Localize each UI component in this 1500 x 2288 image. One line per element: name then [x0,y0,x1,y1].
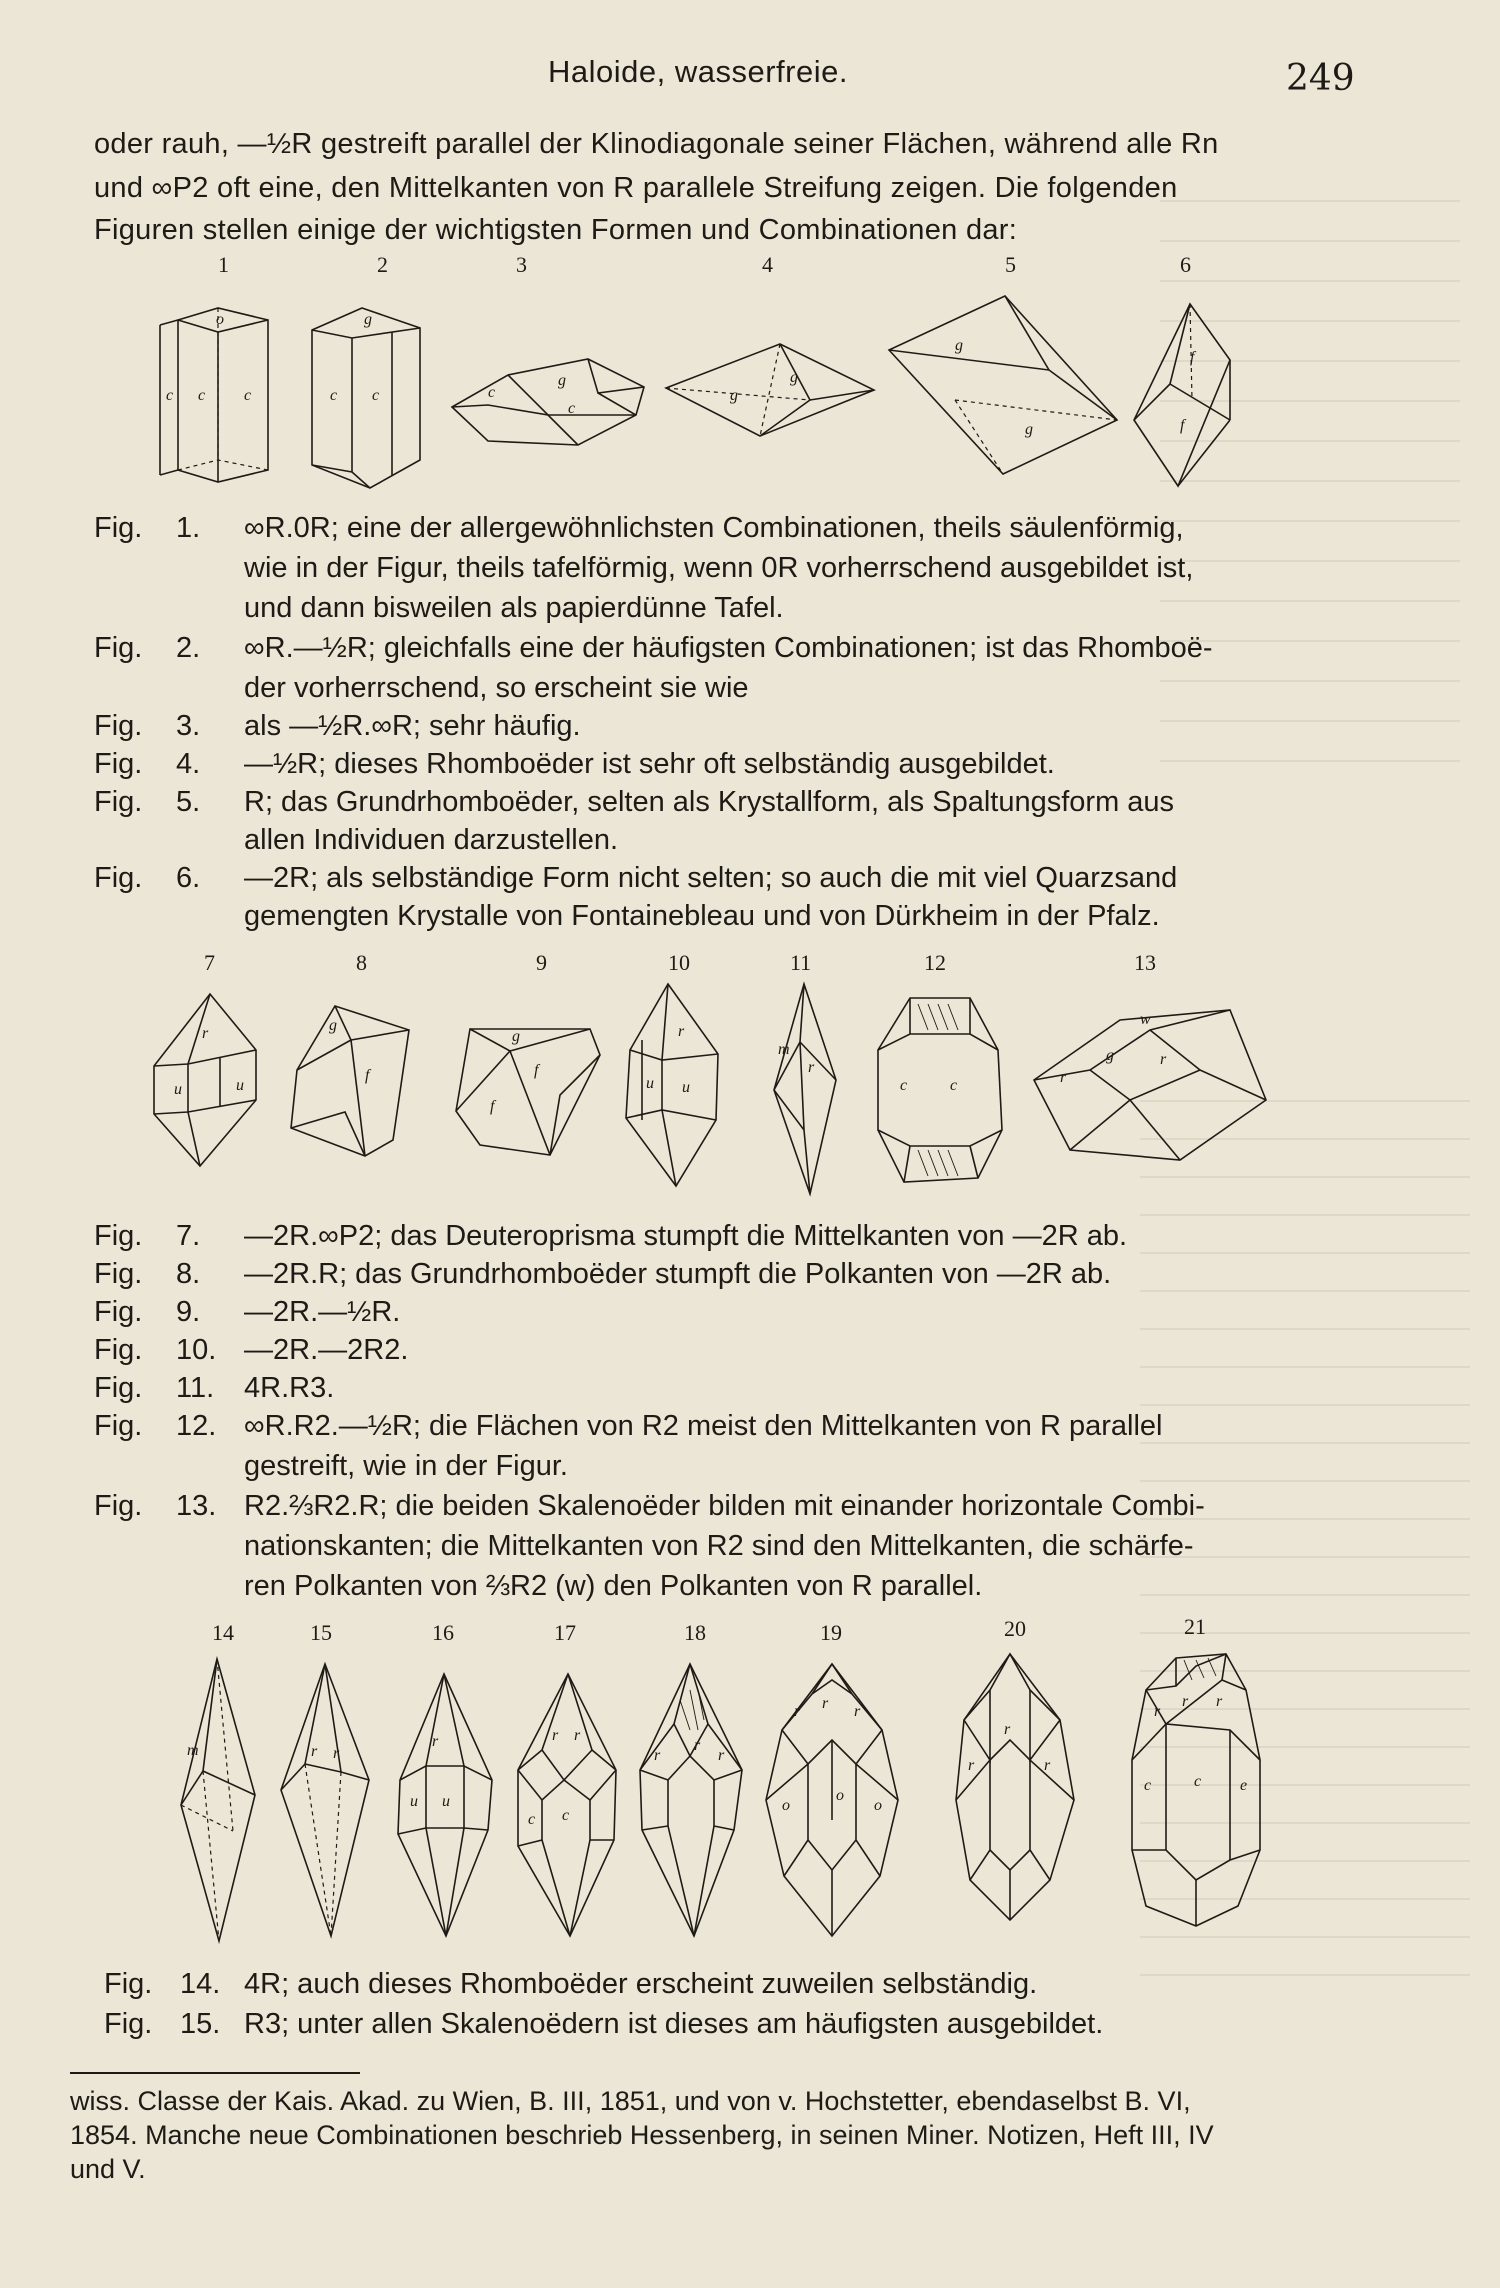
figure-number: 5 [1005,252,1016,277]
caption-text: —2R.—2R2. [244,1334,409,1366]
face-label-g: g [1025,421,1033,438]
caption-text: —2R.R; das Grundrhomboëder stumpft die Polkanten von —2R ab. [244,1258,1112,1290]
footnote-line: 1854. Manche neue Combinationen beschrieb Hessenberg, in seinen Miner. Notizen, Heft III, IV [70,2120,1214,2150]
caption-number: 12. [176,1410,217,1442]
face-label-f: f [534,1062,539,1079]
face-label-r: r [1060,1069,1067,1086]
face-label-c: c [166,387,174,404]
caption-text: gestreift, wie in der Figur. [244,1450,568,1482]
page-number: 249 [1286,58,1355,99]
caption-label: Fig. [94,862,143,894]
figure-number: 12 [924,950,946,975]
caption-text: als —½R.∞R; sehr häufig. [244,710,581,742]
face-label-r: r [574,1727,581,1744]
running-header: Haloide, wasserfreie. [548,54,848,89]
caption-text: 4R.R3. [244,1372,335,1404]
crystal-figure-9 [450,1015,605,1160]
figure-number: 18 [684,1620,706,1645]
crystal-figure-1 [158,300,288,490]
crystal-figure-12 [870,990,1010,1190]
face-label-r: r [552,1727,559,1744]
figure-number: 19 [820,1620,842,1645]
figure-number: 7 [204,950,215,975]
face-label-r: r [1044,1757,1051,1774]
crystal-figure-14 [175,1655,260,1945]
caption-label: Fig. [94,1410,143,1442]
face-label-g: g [790,369,798,386]
face-label-r: r [854,1703,861,1720]
face-label-u: u [442,1793,450,1810]
face-label-o: o [216,311,224,328]
face-label-g: g [512,1028,520,1045]
caption-number: 6. [176,862,201,894]
caption-label: Fig. [94,632,143,664]
figure-number: 11 [790,950,812,975]
caption-text: ren Polkanten von ⅔R2 (w) den Polkanten von R parallel. [244,1570,983,1602]
crystal-figure-6 [1130,300,1235,490]
face-label-r: r [678,1023,685,1040]
face-label-g: g [364,311,372,328]
face-label-r: r [654,1747,661,1764]
crystal-figure-19 [762,1660,902,1940]
caption-number: 5. [176,786,201,818]
caption-text: nationskanten; die Mittelkanten von R2 sind den Mittelkanten, die schärfe- [244,1530,1194,1562]
crystal-figure-7 [150,990,260,1170]
figure-number: 2 [377,252,388,277]
figure-number: 14 [212,1620,234,1645]
caption-label: Fig. [94,1258,143,1290]
caption-text: 4R; auch dieses Rhomboëder erscheint zuweilen selbständig. [244,1968,1038,2000]
face-label-c: c [950,1077,958,1094]
caption-text: ∞R.—½R; gleichfalls eine der häufigsten Combinationen; ist das Rhomboë- [244,632,1213,664]
caption-number: 14. [180,1968,221,2000]
crystal-figure-5 [885,290,1125,480]
caption-text: der vorherrschend, so erscheint sie wie [244,672,749,704]
caption-text: —2R.∞P2; das Deuteroprisma stumpft die Mittelkanten von —2R ab. [244,1220,1128,1252]
face-label-c: c [488,384,496,401]
figure-number: 20 [1004,1616,1026,1641]
face-label-r: r [718,1747,725,1764]
figure-number: 21 [1184,1614,1206,1639]
caption-number: 2. [176,632,201,664]
figure-number: 10 [668,950,690,975]
face-label-r: r [1182,1693,1189,1710]
crystal-figure-4 [660,330,880,450]
footnote-rule [70,2072,360,2074]
face-label-r: r [311,1743,318,1760]
caption-label: Fig. [94,1490,143,1522]
caption-label: Fig. [94,1296,143,1328]
face-label-f: f [490,1098,495,1115]
caption-text: und dann bisweilen als papierdünne Tafel. [244,592,784,624]
face-label-r: r [1154,1703,1161,1720]
face-label-m: m [187,1742,199,1759]
crystal-figure-11 [770,980,840,1200]
face-label-g: g [730,387,738,404]
figure-number: 17 [554,1620,576,1645]
caption-label: Fig. [104,1968,153,2000]
face-label-e: e [1240,1777,1248,1794]
figure-number: 3 [516,252,527,277]
face-label-c: c [568,400,576,417]
caption-number: 15. [180,2008,221,2040]
face-label-c: c [198,387,206,404]
caption-number: 10. [176,1334,217,1366]
caption-label: Fig. [94,1334,143,1366]
face-label-c: c [372,387,380,404]
face-label-c: c [562,1807,570,1824]
face-label-r: r [1004,1721,1011,1738]
crystal-figure-3 [448,345,648,455]
face-label-r: r [822,1695,829,1712]
caption-label: Fig. [94,1372,143,1404]
caption-label: Fig. [94,748,143,780]
caption-text: R3; unter allen Skalenoëdern ist dieses am häufigsten ausgebildet. [244,2008,1104,2040]
face-label-u: u [646,1075,654,1092]
face-label-c: c [1194,1773,1202,1790]
crystal-figure-15 [275,1660,375,1940]
face-label-r: r [432,1733,439,1750]
caption-label: Fig. [94,512,143,544]
caption-number: 9. [176,1296,201,1328]
crystal-figure-8 [285,1000,415,1160]
caption-text: allen Individuen darzustellen. [244,824,619,856]
crystal-figure-18 [634,1660,749,1940]
face-label-r: r [1160,1051,1167,1068]
caption-number: 8. [176,1258,201,1290]
intro-line: und ∞P2 oft eine, den Mittelkanten von R parallele Streifung zeigen. Die folgenden [94,172,1178,204]
face-label-r: r [968,1757,975,1774]
caption-number: 3. [176,710,201,742]
figure-number: 16 [432,1620,454,1645]
face-label-r: r [808,1059,815,1076]
face-label-u: u [682,1079,690,1096]
crystal-figure-20 [950,1650,1080,1925]
caption-label: Fig. [104,2008,153,2040]
caption-text: R; das Grundrhomboëder, selten als Krystallform, als Spaltungsform aus [244,786,1175,818]
face-label-f: f [1190,349,1195,366]
figure-number: 4 [762,252,773,277]
face-label-u: u [410,1793,418,1810]
face-label-f: f [1180,417,1185,434]
face-label-c: c [900,1077,908,1094]
caption-label: Fig. [94,1220,143,1252]
caption-number: 13. [176,1490,217,1522]
face-label-w: w [1140,1011,1151,1028]
crystal-figure-16 [392,1670,496,1940]
crystal-figure-17 [512,1670,622,1940]
face-label-r: r [333,1745,340,1762]
face-label-o: o [836,1787,844,1804]
footnote-line: und V. [70,2154,146,2184]
face-label-c: c [528,1811,536,1828]
face-label-r: r [202,1025,209,1042]
face-label-o: o [874,1797,882,1814]
caption-text: —2R.—½R. [244,1296,401,1328]
face-label-u: u [236,1077,244,1094]
crystal-figure-10 [622,980,722,1190]
face-label-c: c [244,387,252,404]
face-label-u: u [174,1081,182,1098]
face-label-g: g [955,337,963,354]
crystal-figure-2 [302,300,432,490]
face-label-g: g [329,1017,337,1034]
intro-line: Figuren stellen einige der wichtigsten Formen und Combinationen dar: [94,214,1018,246]
footnote-line: wiss. Classe der Kais. Akad. zu Wien, B. III, 1851, und von v. Hochstetter, ebendaselbst B. VI, [70,2086,1191,2116]
face-label-c: c [330,387,338,404]
face-label-r: r [1216,1693,1223,1710]
intro-line: oder rauh, —½R gestreift parallel der Klinodiagonale seiner Flächen, während alle Rn [94,128,1219,160]
figure-number: 8 [356,950,367,975]
caption-text: wie in der Figur, theils tafelförmig, wenn 0R vorherrschend ausgebildet ist, [244,552,1194,584]
caption-number: 1. [176,512,201,544]
figure-number: 1 [218,252,229,277]
face-label-g: g [1106,1047,1114,1064]
face-label-c: c [1144,1777,1152,1794]
caption-label: Fig. [94,710,143,742]
caption-label: Fig. [94,786,143,818]
caption-text: ∞R.R2.—½R; die Flächen von R2 meist den Mittelkanten von R parallel [244,1410,1163,1442]
face-label-o: o [782,1797,790,1814]
face-label-r: r [694,1737,701,1754]
caption-text: —2R; als selbständige Form nicht selten; so auch die mit viel Quarzsand [244,862,1178,894]
caption-number: 7. [176,1220,201,1252]
face-label-g: g [558,372,566,389]
face-label-r: r [794,1703,801,1720]
caption-text: ∞R.0R; eine der allergewöhnlichsten Combinationen, theils säulenförmig, [244,512,1184,544]
figure-number: 13 [1134,950,1156,975]
face-label-m: m [778,1041,790,1058]
caption-number: 11. [176,1372,215,1404]
caption-text: —½R; dieses Rhomboëder ist sehr oft selbständig ausgebildet. [244,748,1055,780]
caption-text: R2.⅔R2.R; die beiden Skalenoëder bilden mit einander horizontale Combi- [244,1490,1205,1522]
crystal-figure-21 [1126,1650,1266,1930]
figure-number: 9 [536,950,547,975]
figure-number: 15 [310,1620,332,1645]
figure-number: 6 [1180,252,1191,277]
caption-number: 4. [176,748,201,780]
caption-text: gemengten Krystalle von Fontainebleau und von Dürkheim in der Pfalz. [244,900,1160,932]
face-label-f: f [365,1067,370,1084]
crystal-figure-13 [1030,1000,1270,1170]
